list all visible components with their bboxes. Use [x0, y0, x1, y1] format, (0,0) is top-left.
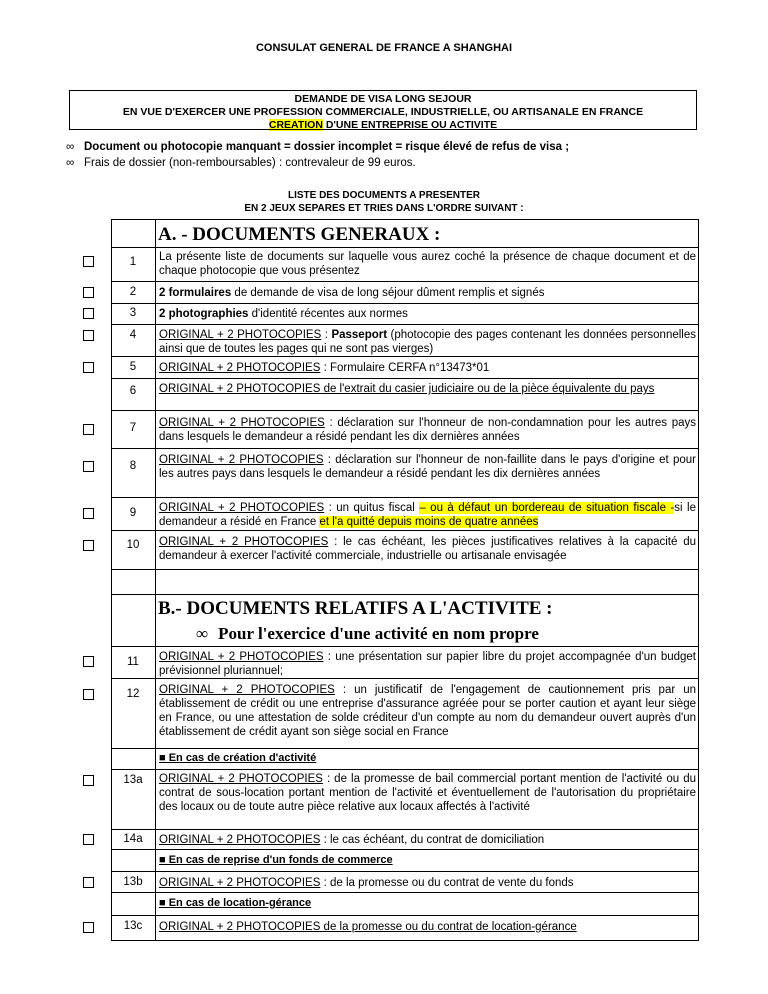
checkbox-12[interactable] — [83, 689, 94, 700]
row-text-underlined: ORIGINAL + 2 PHOTOCOPIES — [159, 329, 322, 341]
row-text — [159, 650, 696, 678]
liste-line-1: LISTE DES DOCUMENTS A PRESENTER — [287, 190, 481, 201]
row-text-rest-2: si le demandeur a résidé en France — [159, 502, 696, 528]
row-divider — [111, 748, 699, 749]
checkbox-2[interactable] — [83, 287, 94, 298]
title-box — [69, 90, 697, 130]
title-highlight: CREATION — [268, 119, 323, 131]
row-divider — [111, 594, 699, 595]
row-divider — [111, 356, 699, 357]
category-label: ■ En cas de location-gérance — [159, 897, 312, 909]
infinity-bullet-icon: ∞ — [66, 141, 75, 153]
row-number: 8 — [129, 460, 137, 472]
row-text-underlined: ORIGINAL + 2 PHOTOCOPIES — [159, 877, 321, 889]
row-divider — [111, 247, 699, 248]
row-text — [159, 382, 696, 396]
row-number: 5 — [129, 361, 137, 373]
row-text-underlined: ORIGINAL + 2 PHOTOCOPIES — [159, 684, 335, 696]
checkbox-7[interactable] — [83, 424, 94, 435]
row-number: 6 — [129, 385, 137, 397]
row-text — [159, 328, 696, 356]
row-divider — [111, 410, 699, 411]
row-text — [159, 416, 696, 444]
row-text-rest: : le cas échéant, du contrat de domiciliation — [320, 834, 545, 846]
category-creation — [159, 752, 316, 764]
checkbox-11[interactable] — [83, 656, 94, 667]
row-text-underlined: ORIGINAL + 2 PHOTOCOPIES — [159, 362, 321, 374]
checkbox-13c[interactable] — [83, 922, 94, 933]
row-divider — [111, 646, 699, 647]
row-text-rest: de demande de visa de long séjour dûment remplis et signés — [231, 287, 545, 299]
row-divider — [111, 530, 699, 531]
checkbox-14a[interactable] — [83, 834, 94, 845]
category-label: ■ En cas de création d'activité — [159, 752, 317, 764]
row-text-underlined: ORIGINAL + 2 PHOTOCOPIES — [159, 417, 325, 429]
row-divider — [111, 915, 699, 916]
checkbox-1[interactable] — [83, 256, 94, 267]
row-text — [159, 920, 696, 934]
row-number: 13b — [123, 876, 143, 888]
checkbox-13b[interactable] — [83, 877, 94, 888]
row-text — [159, 833, 696, 847]
row-divider — [111, 219, 699, 220]
row-divider — [111, 281, 699, 282]
title-line-1: DEMANDE DE VISA LONG SEJOUR — [294, 93, 472, 105]
row-text-underlined: ORIGINAL + 2 PHOTOCOPIES — [159, 536, 329, 548]
category-label: ■ En cas de reprise d'un fonds de commerce — [159, 854, 393, 866]
row-divider — [111, 303, 699, 304]
section-a-title: A. - DOCUMENTS GENERAUX : — [158, 224, 441, 245]
row-divider — [111, 569, 699, 570]
row-text-underlined: ORIGINAL + 2 PHOTOCOPIES — [159, 383, 321, 395]
row-text-underlined: ORIGINAL + 2 PHOTOCOPIES de la promesse ou du contrat de location-gérance — [159, 921, 577, 933]
title-line-3 — [70, 119, 696, 132]
checkbox-5[interactable] — [83, 362, 94, 373]
title-line-3-rest: D'UNE ENTREPRISE OU ACTIVITE — [322, 119, 498, 131]
infinity-bullet-icon: ∞ — [196, 624, 209, 643]
row-text-underlined: ORIGINAL + 2 PHOTOCOPIES — [159, 651, 324, 663]
row-number: 2 — [129, 286, 137, 298]
liste-line-2: EN 2 JEUX SEPARES ET TRIES DANS L'ORDRE SUIVANT : — [244, 203, 524, 214]
row-text: La présente liste de documents sur laquelle vous aurez coché la présence de chaque document et de chaque photocopie que vous présentez — [159, 251, 696, 277]
row-text-underlined: ORIGINAL + 2 PHOTOCOPIES — [159, 773, 323, 785]
row-text-rest: de l'extrait du casier judiciaire ou de la pièce équivalente du pays — [320, 383, 655, 395]
row-text-rest: : déclaration sur l'honneur de non-faillite dans le pays d'origine et pour les autres pays dans lesquels le demandeur a résidé pendant les dix dernières années — [159, 454, 696, 480]
row-number: 10 — [126, 539, 140, 551]
row-number: 14a — [123, 833, 143, 845]
row-divider — [111, 849, 699, 850]
table-border-mid — [155, 219, 156, 941]
row-text-bold: 2 formulaires — [159, 287, 232, 299]
row-text-rest: (photocopie des pages contenant les données personnelles ainsi que de toutes les pages qui ne sont pas vierges) — [159, 329, 696, 355]
row-divider — [111, 324, 699, 325]
row-number: 7 — [129, 422, 137, 434]
checkbox-4[interactable] — [83, 330, 94, 341]
row-text-bold: 2 photographies — [159, 308, 249, 320]
consulate-heading: CONSULAT GENERAL DE FRANCE A SHANGHAI — [255, 42, 513, 54]
row-divider — [111, 769, 699, 770]
row-text-underlined: ORIGINAL + 2 PHOTOCOPIES — [159, 502, 325, 514]
checkbox-3[interactable] — [83, 308, 94, 319]
row-divider — [111, 448, 699, 449]
row-text — [159, 683, 696, 739]
row-divider — [111, 497, 699, 498]
section-b-title: B.- DOCUMENTS RELATIFS A L'ACTIVITE : — [158, 598, 553, 619]
row-text-highlight-2: et l'a quitté depuis moins de quatre années — [319, 516, 539, 528]
row-text-rest: : Formulaire CERFA n°13473*01 — [320, 362, 490, 374]
row-text — [159, 307, 696, 321]
row-number: 9 — [129, 507, 137, 519]
document-list-heading — [0, 189, 768, 215]
row-text-rest: : un justificatif de l'engagement de cautionnement pris par un établissement de crédit ou une entreprise d'assurance agréée pour se porter caution et ayant leur siège en France, ou une attestation de solde créditeur d'un compte au nom du demandeur ouvert auprès d'un établissement de crédit ayant son siège social en France — [159, 684, 696, 738]
warning-text: Document ou photocopie manquant = dossier incomplet = risque élevé de refus de visa ; — [84, 141, 570, 153]
row-text-highlight: – ou à défaut un bordereau de situation fiscale - — [419, 502, 675, 514]
warning-text: Frais de dossier (non-remboursables) : contrevaleur de 99 euros. — [84, 157, 416, 169]
row-text — [159, 772, 696, 814]
row-number: 3 — [129, 307, 137, 319]
row-text — [159, 501, 696, 529]
checkbox-10[interactable] — [83, 540, 94, 551]
row-text-underlined: ORIGINAL + 2 PHOTOCOPIES — [159, 454, 324, 466]
category-reprise — [159, 854, 393, 866]
row-text — [159, 535, 696, 563]
row-divider — [111, 940, 699, 941]
row-number: 11 — [127, 656, 139, 668]
category-location — [159, 897, 311, 909]
infinity-bullet-icon: ∞ — [66, 157, 75, 169]
row-text-rest: : un quitus fiscal — [324, 502, 420, 514]
row-divider — [111, 892, 699, 893]
row-divider — [111, 829, 699, 830]
row-text-rest: : le cas échéant, les pièces justificatives relatives à la capacité du demandeur à exercer l'activité commerciale, industrielle ou artisanale envisagée — [159, 536, 696, 562]
row-divider — [111, 678, 699, 679]
row-number: 4 — [129, 329, 137, 341]
row-text-underlined: ORIGINAL + 2 PHOTOCOPIES — [159, 834, 321, 846]
checkbox-13a[interactable] — [83, 775, 94, 786]
row-number: 13a — [123, 774, 143, 786]
table-border-right — [698, 219, 699, 941]
row-text-rest: : déclaration sur l'honneur de non-condamnation pour les autres pays dans lesquels le demandeur a résidé pendant les dix dernières années — [159, 417, 696, 443]
title-line-2: EN VUE D'EXERCER UNE PROFESSION COMMERCIALE, INDUSTRIELLE, OU ARTISANALE EN FRANCE — [122, 106, 644, 118]
row-divider — [111, 871, 699, 872]
row-number: 1 — [129, 256, 137, 268]
row-text-rest: : de la promesse ou du contrat de vente du fonds — [320, 877, 574, 889]
row-number: 13c — [123, 920, 143, 932]
row-text — [159, 876, 696, 890]
row-text-rest: : une présentation sur papier libre du projet accompagnée d'un budget prévisionnel pluriannuel; — [159, 651, 696, 677]
row-number: 12 — [126, 688, 140, 700]
row-divider — [111, 378, 699, 379]
checkbox-9[interactable] — [83, 508, 94, 519]
row-text-sep: : — [321, 329, 332, 341]
row-text — [159, 286, 696, 300]
row-text-bold: Passeport — [331, 329, 388, 341]
row-text-rest: d'identité récentes aux normes — [248, 308, 408, 320]
checkbox-8[interactable] — [83, 461, 94, 472]
row-text — [159, 361, 696, 375]
row-text — [159, 453, 696, 481]
subsection-heading — [196, 624, 539, 644]
row-text-rest: : de la promesse de bail commercial portant mention de l'activité ou du contrat de sous-location portant mention de l'activité et éventuellement de l'autorisation du propriétaire des locaux ou de toute autre pièce relative aux locaux affectés à l'activité — [159, 773, 696, 813]
subsection-title: Pour l'exercice d'une activité en nom propre — [218, 624, 539, 643]
